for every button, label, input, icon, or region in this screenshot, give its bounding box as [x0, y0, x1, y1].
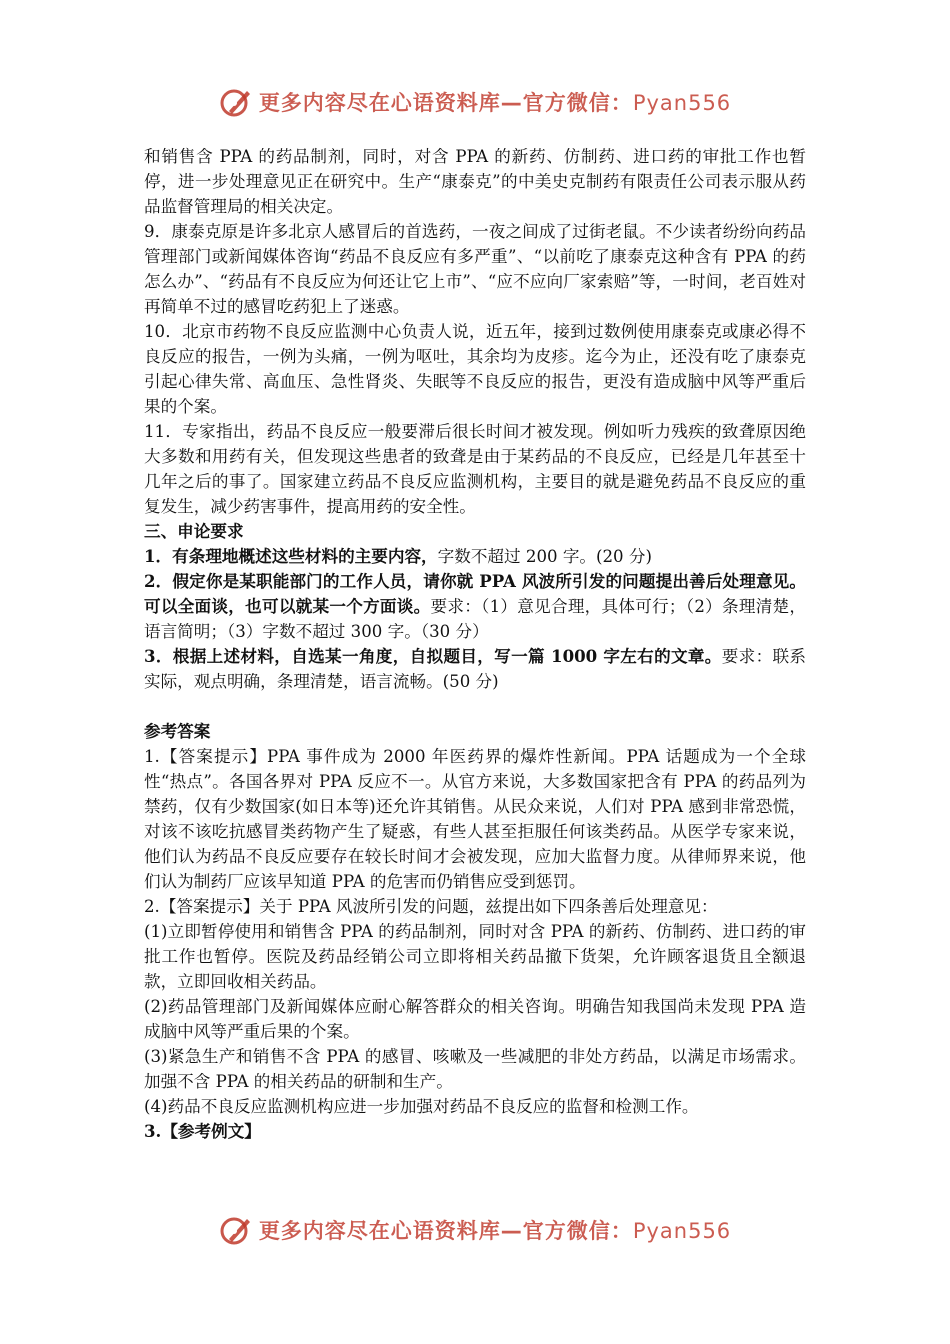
question-3-rest: 要求：联系实际，观点明确，条理清楚，语言流畅。(50 分) — [144, 647, 806, 691]
document-body — [144, 144, 806, 1144]
question-1 — [144, 544, 806, 569]
question-3-bold: 3．根据上述材料，自选某一角度，自拟题目，写一篇 1000 字左右的文章。 — [144, 646, 722, 666]
answer-1: 1.【答案提示】PPA 事件成为 2000 年医药界的爆炸性新闻。PPA 话题成为一个全球性“热点”。各国各界对 PPA 反应不一。从官方来说，大多数国家把含有 PPA 的药品列为禁药，仅有少数国家(如日本等)还允许其销售。从民众来说，人们对 PPA 感到非常恐慌，对该不该吃抗感冒类药物产生了疑惑，有些人甚至拒服任何该类药品。从医学专家来说，他们认为药品不良反应要存在较长时间才会被发现，应加大监督力度。从律师界来说，他们认为制药厂应该早知道 PPA 的危害而仍销售应受到惩罚。 — [144, 747, 806, 891]
banner-label: 更多内容尽在心语资料库—官方微信： — [258, 91, 633, 115]
question-1-bold: 1．有条理地概述这些材料的主要内容， — [144, 546, 438, 566]
question-3 — [144, 644, 806, 694]
question-1-rest: 字数不超过 200 字。(20 分) — [437, 547, 652, 566]
paragraph-11: 11．专家指出，药品不良反应一般要滞后很长时间才被发现。例如听力残疾的致聋原因绝大多数和用药有关，但发现这些患者的致聋是由于某药品的不良反应，已经是几年甚至十几年之后的事了。国家建立药品不良反应监测机构，主要目的就是避免药品不良反应的重复发生，减少药害事件，提高用药的安全性。 — [144, 422, 806, 516]
banner-text — [259, 87, 731, 117]
answer-2-item-4: (4)药品不良反应监测机构应进一步加强对药品不良反应的监督和检测工作。 — [144, 1097, 699, 1116]
answer-2-item-2: (2)药品管理部门及新闻媒体应耐心解答群众的相关咨询。明确告知我国尚未发现 PPA 造成脑中风等严重后果的个案。 — [144, 997, 806, 1041]
paragraph-continued: 和销售含 PPA 的药品制剂，同时，对含 PPA 的新药、仿制药、进口药的审批工作也暂停，进一步处理意见正在研究中。生产“康泰克”的中美史克制药有限责任公司表示服从药品监督管理局的相关决定。 — [144, 147, 806, 216]
answer-2: 2.【答案提示】关于 PPA 风波所引发的问题，兹提出如下四条善后处理意见： — [144, 897, 718, 916]
footer-banner — [0, 1208, 950, 1252]
answer-2-item-1: (1)立即暂停使用和销售含 PPA 的药品制剂，同时对含 PPA 的新药、仿制药、进口药的审批工作也暂停。医院及药品经销公司立即将相关药品撤下货架，允许顾客退货且全额退款，立即回收相关药品。 — [144, 922, 806, 991]
paragraph-9: 9．康泰克原是许多北京人感冒后的首选药，一夜之间成了过街老鼠。不少读者纷纷向药品管理部门或新闻媒体咨询“药品不良反应有多严重”、“以前吃了康泰克这种含有 PPA 的药怎么办”、“药品有不良反应为何还让它上市”、“应不应向厂家索赔”等，一时间，老百姓对再简单不过的感冒吃药犯上了迷惑。 — [144, 222, 806, 316]
spacer — [144, 694, 806, 719]
header-banner — [0, 80, 950, 124]
section-heading-answers: 参考答案 — [144, 721, 211, 741]
question-2 — [144, 569, 806, 644]
answer-3-heading: 3.【参考例文】 — [144, 1121, 261, 1141]
banner-text — [259, 1215, 731, 1245]
question-2-rest: 要求：（1）意见合理，具体可行；（2）条理清楚，语言简明；（3）字数不超过 300 字。（30 分） — [144, 597, 806, 641]
section-heading-requirements: 三、申论要求 — [144, 521, 244, 541]
paragraph-10: 10．北京市药物不良反应监测中心负责人说，近五年，接到过数例使用康泰克或康必得不良反应的报告，一例为头痛，一例为呕吐，其余均为皮疹。迄今为止，还没有吃了康泰克引起心律失常、高血压、急性肾炎、失眠等不良反应的报告，更没有造成脑中风等严重后果的个案。 — [144, 322, 806, 416]
pen-logo-icon — [219, 1213, 253, 1247]
banner-wechat-id: Pyan556 — [632, 1219, 732, 1243]
banner-wechat-id: Pyan556 — [632, 91, 732, 115]
answer-2-item-3: (3)紧急生产和销售不含 PPA 的感冒、咳嗽及一些减肥的非处方药品，以满足市场需求。加强不含 PPA 的相关药品的研制和生产。 — [144, 1047, 806, 1091]
question-2-bold: 2．假定你是某职能部门的工作人员，请你就 PPA 风波所引发的问题提出善后处理意见。可以全面谈，也可以就某一个方面谈。 — [144, 571, 806, 616]
pen-logo-icon — [219, 85, 253, 119]
banner-label: 更多内容尽在心语资料库—官方微信： — [258, 1219, 633, 1243]
